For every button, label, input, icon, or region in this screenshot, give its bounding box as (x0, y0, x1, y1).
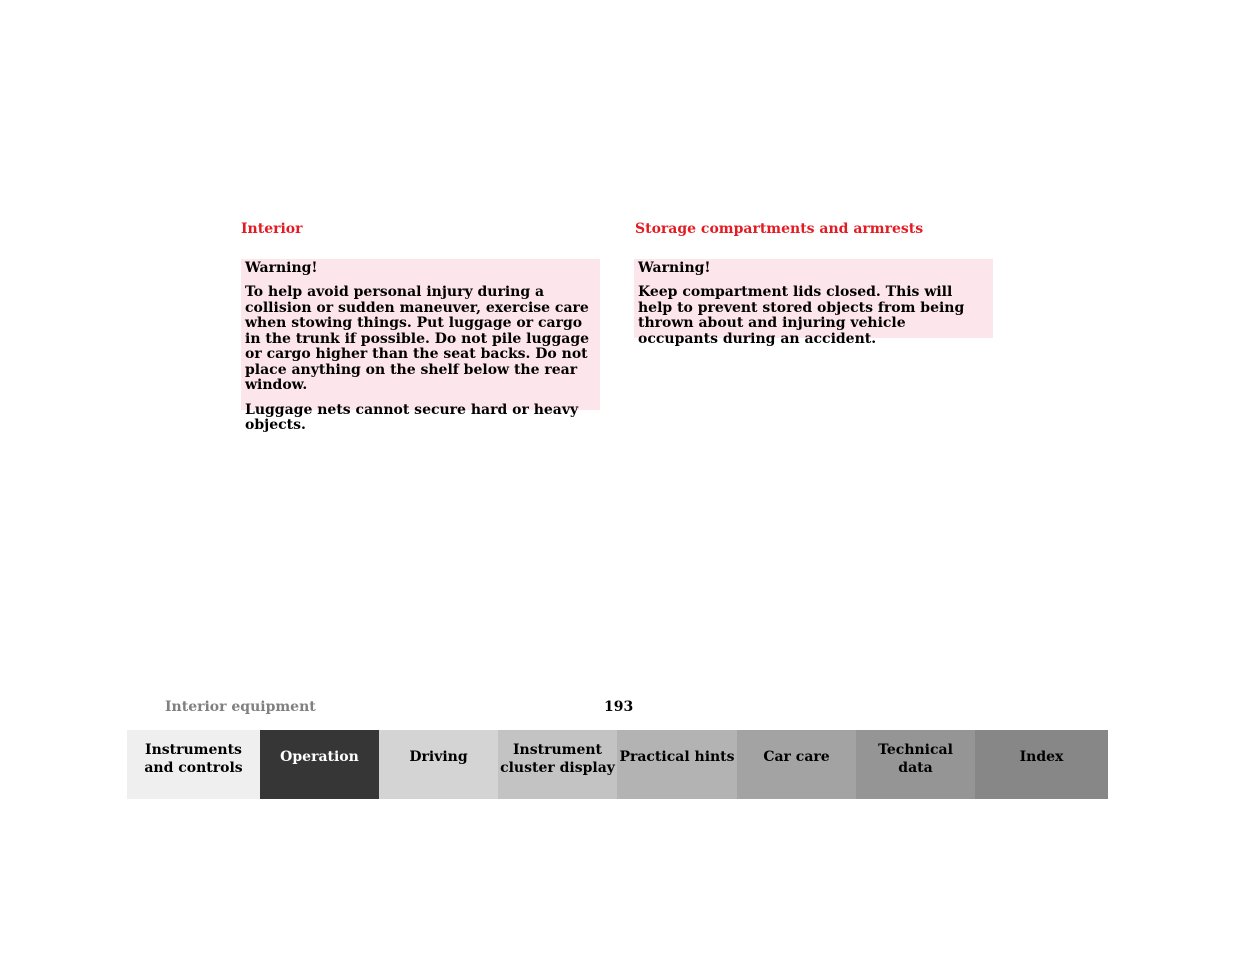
nav-tab-label: Instruments and controls (144, 742, 243, 776)
warning-box-storage (634, 259, 993, 347)
warning-paragraph: Keep compartment lids closed. This will help to prevent stored objects from being thrown about and injuring vehicle occupants during an accident. (638, 284, 965, 347)
footer-section-name: Interior equipment (165, 699, 316, 715)
warning-paragraph: To help avoid personal injury during a collision or sudden maneuver, exercise care when stowing things. Put luggage or cargo in the trunk if possible. Do not pile luggage or cargo higher than the seat backs. Do not place anything on the shelf below the rear window. (245, 284, 590, 393)
nav-tab-technical-data[interactable] (856, 730, 975, 799)
nav-tab-car-care[interactable] (737, 730, 856, 799)
nav-tab-driving[interactable] (379, 730, 498, 799)
nav-tab-operation[interactable] (260, 730, 379, 799)
nav-tab-label: Car care (763, 749, 830, 765)
nav-tab-label: Instrument cluster display (500, 742, 615, 776)
warning-paragraph: Luggage nets cannot secure hard or heavy objects. (245, 401, 579, 433)
section-heading-interior: Interior (241, 221, 303, 237)
page-number: 193 (604, 699, 634, 715)
warning-box-interior (241, 259, 600, 433)
section-heading-storage-compartments: Storage compartments and armrests (635, 221, 924, 237)
warning-title: Warning! (245, 260, 318, 276)
nav-tab-instruments-and-controls[interactable] (127, 730, 260, 799)
nav-tab-label: Index (1019, 749, 1064, 765)
nav-tab-practical-hints[interactable] (617, 730, 737, 799)
nav-tab-index[interactable] (975, 730, 1108, 799)
nav-tab-instrument-cluster-display[interactable] (498, 730, 617, 799)
nav-tab-label: Practical hints (619, 749, 735, 765)
chapter-nav-bar (127, 730, 1108, 799)
nav-tab-label: Technical data (878, 742, 953, 776)
nav-tab-label: Driving (409, 749, 468, 765)
nav-tab-label: Operation (280, 749, 359, 765)
warning-title: Warning! (638, 260, 711, 276)
